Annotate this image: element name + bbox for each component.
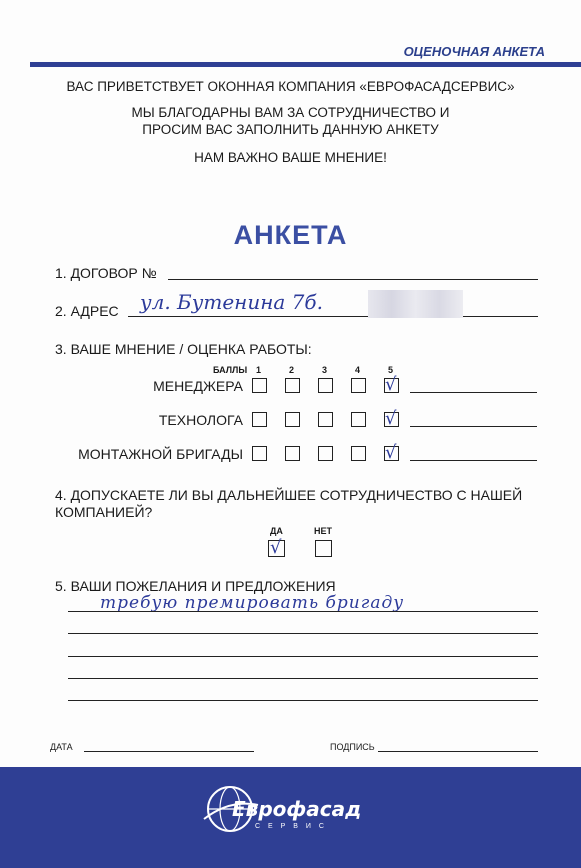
score-header-3: 3 <box>322 365 328 375</box>
header-rule <box>30 62 581 67</box>
logo-subtext: С Е Р В И С <box>255 823 327 830</box>
score-header-4: 4 <box>355 365 361 375</box>
cooperation-question-line2: КОМПАНИЕЙ? <box>55 504 153 520</box>
form-type-title: ОЦЕНОЧНАЯ АНКЕТА <box>403 44 545 59</box>
rating-crew-checkmark: √ <box>385 442 397 463</box>
redacted-blur <box>368 290 463 318</box>
rating-row-manager-label: МЕНЕДЖЕРА <box>153 378 243 394</box>
rating-crew-comment-line[interactable] <box>410 460 537 461</box>
contract-field[interactable] <box>168 279 538 280</box>
suggestions-handwritten: требую премировать бригаду <box>100 593 405 613</box>
intro-greeting: ВАС ПРИВЕТСТВУЕТ ОКОННАЯ КОМПАНИЯ «ЕВРОФАСАДСЕРВИС» <box>66 79 515 94</box>
suggestions-line-2[interactable] <box>68 633 538 634</box>
rating-technologist-comment-line[interactable] <box>410 426 537 427</box>
rating-manager-3-checkbox[interactable] <box>318 378 333 393</box>
suggestions-label: 5. ВАШИ ПОЖЕЛАНИЯ И ПРЕДЛОЖЕНИЯ <box>55 578 336 594</box>
yes-label: ДА <box>270 526 283 536</box>
address-label: 2. АДРЕС <box>55 303 119 319</box>
rating-section-label: 3. ВАШЕ МНЕНИЕ / ОЦЕНКА РАБОТЫ: <box>55 341 312 357</box>
logo-text: Еврофасад <box>232 797 362 821</box>
intro-thanks-line2: ПРОСИМ ВАС ЗАПОЛНИТЬ ДАННУЮ АНКЕТУ <box>142 122 439 137</box>
rating-manager-checkmark: √ <box>385 374 397 395</box>
rating-technologist-1-checkbox[interactable] <box>252 412 267 427</box>
footer-band <box>0 767 581 868</box>
rating-row-technologist-label: ТЕХНОЛОГА <box>158 412 243 428</box>
rating-manager-comment-line[interactable] <box>410 392 537 393</box>
address-field[interactable] <box>128 316 538 317</box>
yes-checkmark: √ <box>270 537 282 558</box>
rating-crew-4-checkbox[interactable] <box>351 446 366 461</box>
score-header-5: 5 <box>388 365 394 375</box>
rating-row-crew-label: МОНТАЖНОЙ БРИГАДЫ <box>78 446 243 462</box>
suggestions-line-3[interactable] <box>68 656 538 657</box>
intro-thanks-line1: МЫ БЛАГОДАРНЫ ВАМ ЗА СОТРУДНИЧЕСТВО И <box>131 105 450 120</box>
cooperation-question-line1: 4. ДОПУСКАЕТЕ ЛИ ВЫ ДАЛЬНЕЙШЕЕ СОТРУДНИЧЕСТВО С НАШЕЙ <box>55 487 523 503</box>
signature-label: ПОДПИСЬ <box>330 742 375 752</box>
rating-technologist-3-checkbox[interactable] <box>318 412 333 427</box>
rating-crew-2-checkbox[interactable] <box>285 446 300 461</box>
date-field[interactable] <box>84 751 254 752</box>
intro-opinion: НАМ ВАЖНО ВАШЕ МНЕНИЕ! <box>194 150 387 165</box>
rating-manager-1-checkbox[interactable] <box>252 378 267 393</box>
rating-technologist-2-checkbox[interactable] <box>285 412 300 427</box>
no-label: НЕТ <box>314 526 332 536</box>
rating-crew-3-checkbox[interactable] <box>318 446 333 461</box>
suggestions-line-5[interactable] <box>68 700 538 701</box>
suggestions-line-4[interactable] <box>68 678 538 679</box>
rating-crew-1-checkbox[interactable] <box>252 446 267 461</box>
signature-field[interactable] <box>378 751 538 752</box>
rating-manager-2-checkbox[interactable] <box>285 378 300 393</box>
scores-label: БАЛЛЫ <box>213 365 248 375</box>
score-header-1: 1 <box>256 365 262 375</box>
date-label: ДАТА <box>50 742 73 752</box>
suggestions-line-1[interactable] <box>68 611 538 612</box>
score-header-2: 2 <box>289 365 295 375</box>
rating-technologist-checkmark: √ <box>385 408 397 429</box>
address-handwritten: ул. Бутенина 7б. <box>140 290 323 314</box>
rating-technologist-4-checkbox[interactable] <box>351 412 366 427</box>
contract-label: 1. ДОГОВОР № <box>55 265 157 281</box>
rating-manager-4-checkbox[interactable] <box>351 378 366 393</box>
form-title: АНКЕТА <box>233 220 348 250</box>
no-checkbox[interactable] <box>315 540 332 557</box>
